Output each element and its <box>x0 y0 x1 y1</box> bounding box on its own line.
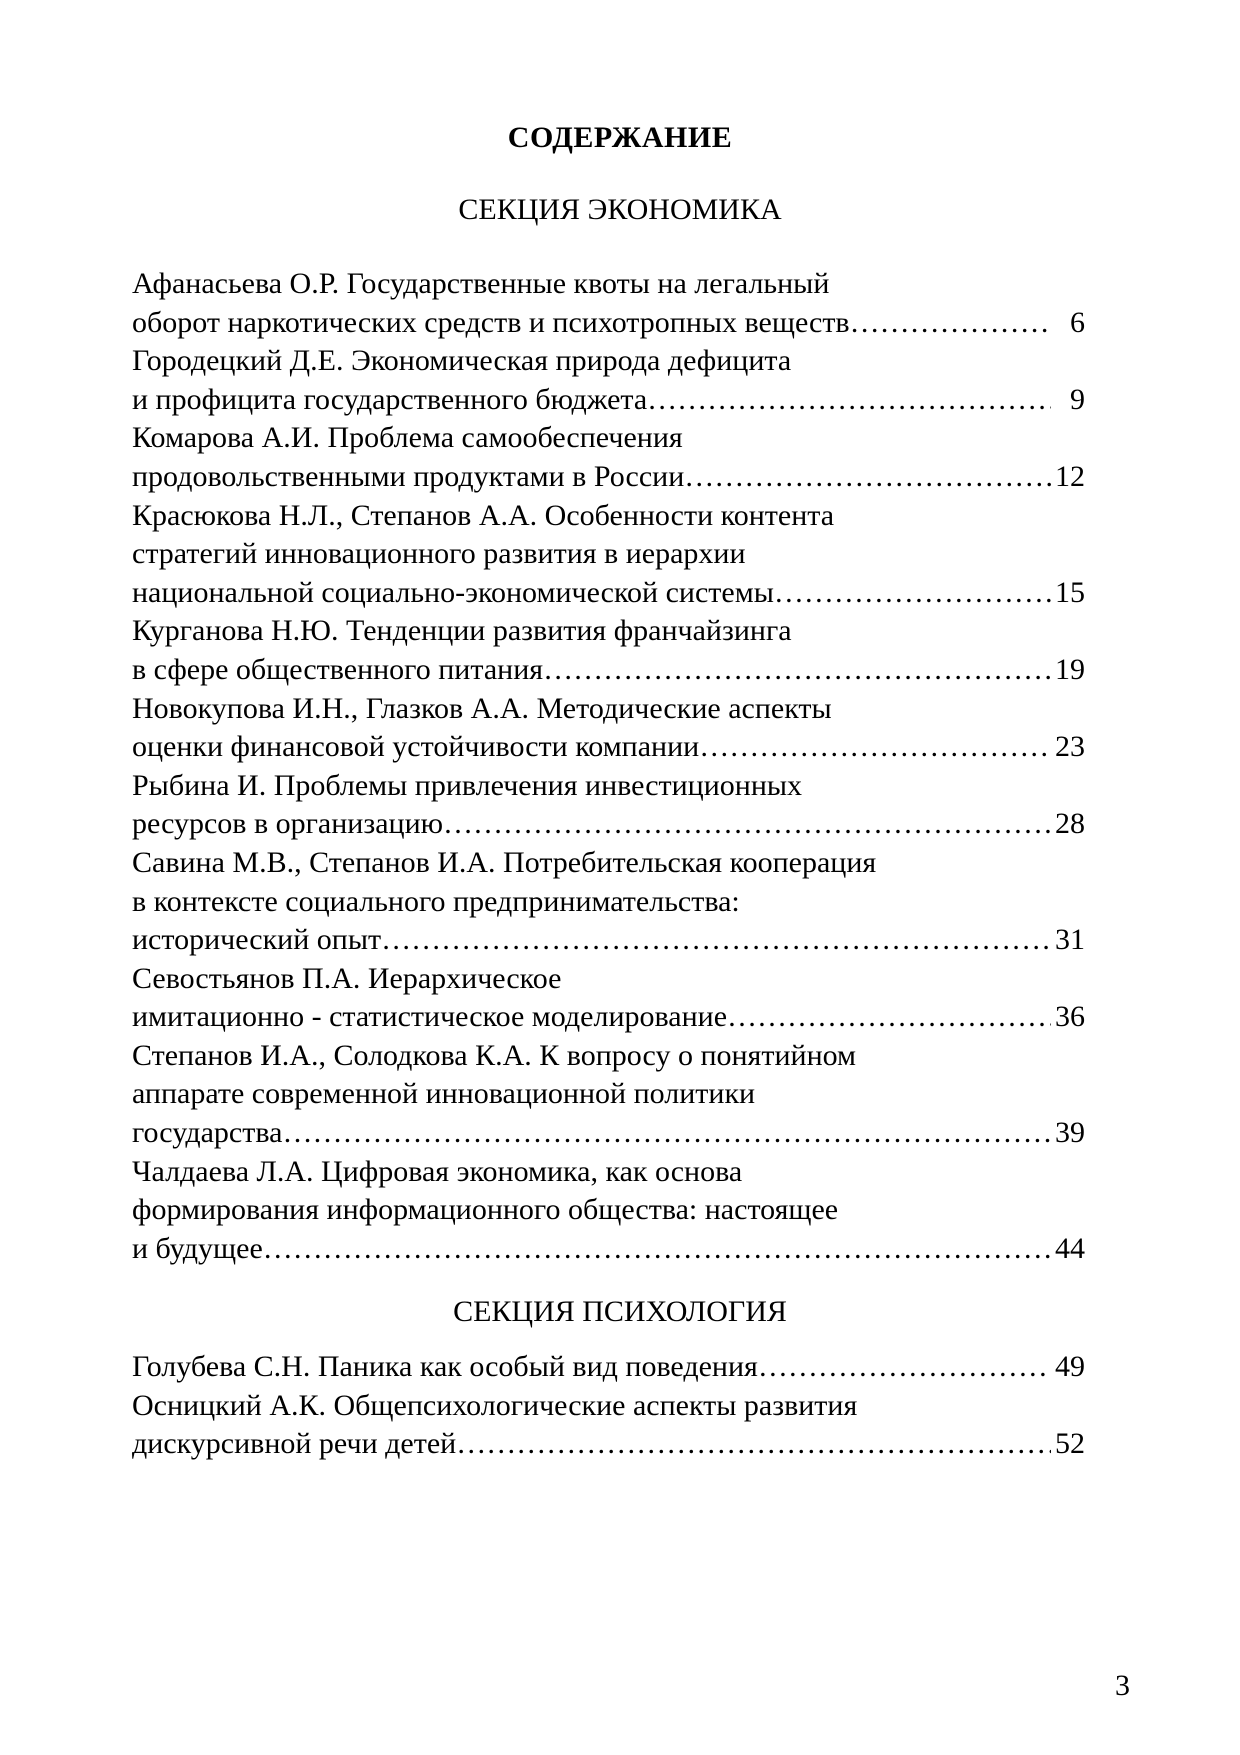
toc-entry-text: имитационно - статистическое моделирование <box>132 1000 728 1034</box>
toc-entry-page-number: 15 <box>1055 575 1085 609</box>
toc-entry-page-number: 44 <box>1055 1231 1085 1265</box>
toc-entry-last-line <box>132 805 1085 844</box>
toc-entry[interactable] <box>132 497 1085 613</box>
toc-entry-text: Севостьянов П.А. Иерархическое <box>132 961 562 995</box>
toc-list-psychology <box>132 1348 1085 1464</box>
toc-entry-last-line <box>132 1114 1085 1153</box>
toc-entry-last-line <box>132 304 1085 343</box>
toc-entry-last-line <box>132 728 1085 767</box>
toc-entry-text: и профицита государственного бюджета <box>132 382 648 416</box>
toc-entry-page-number: 12 <box>1055 459 1085 493</box>
dot-leader <box>758 1348 1051 1387</box>
toc-entry-page-number: 52 <box>1055 1427 1085 1461</box>
dot-leader <box>647 381 1051 420</box>
toc-entry-text: и будущее <box>132 1231 263 1265</box>
toc-entry-text: Красюкова Н.Л., Степанов А.А. Особенности контента <box>132 498 835 532</box>
section-heading-economics: СЕКЦИЯ ЭКОНОМИКА <box>458 193 782 226</box>
dot-leader <box>727 998 1051 1037</box>
page-title: СОДЕРЖАНИЕ <box>507 121 733 154</box>
toc-entry-text: Новокупова И.Н., Глазков А.А. Методические аспекты <box>132 691 832 725</box>
toc-entry-text: Степанов И.А., Солодкова К.А. К вопросу о понятийном <box>132 1038 857 1072</box>
toc-entry[interactable] <box>132 960 1085 1037</box>
toc-entry-text: продовольственными продуктами в России <box>132 459 685 493</box>
toc-entry-text: Афанасьева О.Р. Государственные квоты на легальный <box>132 267 830 300</box>
toc-entry-last-line <box>132 651 1085 690</box>
toc-entry-text: Савина М.В., Степанов И.А. Потребительская кооперация <box>132 845 877 879</box>
dot-leader <box>263 1230 1051 1269</box>
toc-entry-text: формирования информационного общества: настоящее <box>132 1193 839 1227</box>
toc-entry[interactable] <box>132 612 1085 689</box>
toc-entry-text: оборот наркотических средств и психотропных веществ <box>132 305 850 339</box>
toc-entry-last-line <box>132 1425 1085 1464</box>
toc-entry-text: в контексте социального предпринимательства: <box>132 884 740 918</box>
toc-entry-last-line <box>132 381 1085 420</box>
toc-entry-page-number: 49 <box>1055 1350 1085 1383</box>
toc-entry-text: Курганова Н.Ю. Тенденции развития франчайзинга <box>132 614 792 648</box>
dot-leader <box>381 921 1051 960</box>
dot-leader <box>282 1114 1051 1153</box>
toc-entry-last-line <box>132 998 1085 1037</box>
toc-entry-last-line <box>132 1348 1085 1387</box>
toc-entry-text: исторический опыт <box>132 923 382 957</box>
page-number: 3 <box>1115 1669 1130 1702</box>
toc-entry-last-line <box>132 458 1085 497</box>
toc-entry[interactable] <box>132 1153 1085 1269</box>
toc-entry[interactable] <box>132 1348 1085 1387</box>
toc-entry-page-number: 36 <box>1055 1000 1085 1034</box>
toc-entry-text: в сфере общественного питания <box>132 652 544 686</box>
toc-entry-page-number: 6 <box>1070 305 1085 339</box>
toc-entry-text: дискурсивной речи детей <box>132 1427 457 1461</box>
toc-entry[interactable] <box>132 265 1085 342</box>
toc-entry-text: Осницкий А.К. Общепсихологические аспекты развития <box>132 1388 858 1422</box>
toc-entry[interactable] <box>132 1037 1085 1153</box>
toc-entry-text: аппарате современной инновационной политики <box>132 1077 756 1111</box>
toc-entry-page-number: 39 <box>1055 1116 1085 1150</box>
toc-entry[interactable] <box>132 342 1085 419</box>
toc-entry-page-number: 31 <box>1055 923 1085 957</box>
dot-leader <box>456 1425 1051 1464</box>
toc-entry-page-number: 9 <box>1070 382 1085 416</box>
toc-entry[interactable] <box>132 767 1085 844</box>
dot-leader <box>850 304 1051 343</box>
toc-entry-last-line <box>132 574 1085 613</box>
toc-entry-text: государства <box>132 1116 283 1150</box>
toc-entry-text: национальной социально-экономической системы <box>132 575 774 609</box>
dot-leader <box>774 574 1051 613</box>
toc-entry-text: оценки финансовой устойчивости компании <box>132 730 700 764</box>
toc-entry[interactable] <box>132 690 1085 767</box>
toc-list-economics <box>132 265 1085 1268</box>
dot-leader <box>443 805 1051 844</box>
toc-entry-text: Чалдаева Л.А. Цифровая экономика, как основа <box>132 1154 743 1188</box>
toc-entry-text: Комарова А.И. Проблема самообеспечения <box>132 421 683 455</box>
toc-entry-page-number: 23 <box>1055 730 1085 764</box>
toc-entry[interactable] <box>132 1387 1085 1464</box>
toc-entry-page-number: 19 <box>1055 652 1085 686</box>
toc-entry-text: Городецкий Д.Е. Экономическая природа дефицита <box>132 344 792 378</box>
section-heading-psychology: СЕКЦИЯ ПСИХОЛОГИЯ <box>453 1295 787 1328</box>
dot-leader <box>543 651 1051 690</box>
toc-entry-last-line <box>132 921 1085 960</box>
toc-entry-text: стратегий инновационного развития в иерархии <box>132 537 746 571</box>
toc-entry-text: ресурсов в организацию <box>132 807 444 841</box>
toc-entry[interactable] <box>132 419 1085 496</box>
dot-leader <box>699 728 1051 767</box>
toc-entry-last-line <box>132 1230 1085 1269</box>
dot-leader <box>684 458 1051 497</box>
toc-entry[interactable] <box>132 844 1085 960</box>
toc-entry-page-number: 28 <box>1055 807 1085 841</box>
toc-entry-text: Рыбина И. Проблемы привлечения инвестиционных <box>132 768 803 802</box>
toc-entry-text: Голубева С.Н. Паника как особый вид поведения <box>132 1350 758 1383</box>
